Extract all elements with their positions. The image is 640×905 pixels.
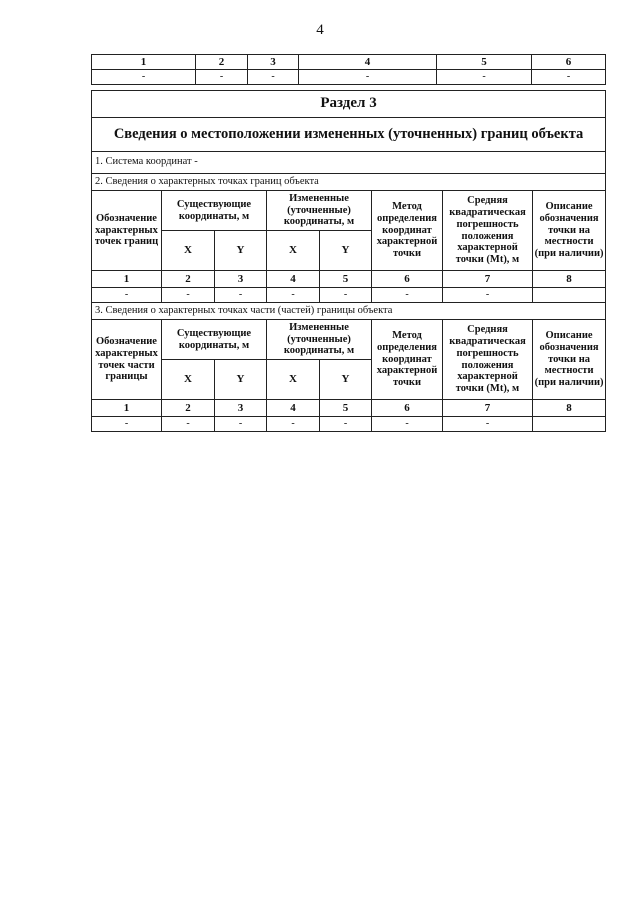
table-cell: -: [299, 70, 437, 85]
col-designation: Обозначение характерных точек границ: [92, 191, 162, 271]
table-cell: -: [162, 417, 215, 432]
table-cell: -: [92, 70, 196, 85]
column-number: 8: [533, 400, 606, 417]
table-cell: -: [248, 70, 299, 85]
table-cell: -: [532, 70, 606, 85]
col-description: Описание обозначения точки на местности (при наличии): [533, 320, 606, 400]
col-method: Метод определения координат характерной точки: [372, 191, 443, 271]
col-x: X: [267, 360, 320, 400]
column-number: 1: [92, 400, 162, 417]
col-changed-coords: Измененные (уточненные) координаты, м: [267, 320, 372, 360]
coordinate-system-row: 1. Система координат -: [92, 152, 606, 174]
boundary-part-points-heading: 3. Сведения о характерных точках части (частей) границы объекта: [92, 303, 606, 320]
table-cell: -: [162, 288, 215, 303]
col-x: X: [162, 231, 215, 271]
table-cell: [533, 417, 606, 432]
column-number: 5: [320, 400, 372, 417]
continuation-table: [91, 54, 606, 85]
col-y: Y: [215, 231, 267, 271]
table-cell: -: [372, 417, 443, 432]
column-number: 2: [162, 271, 215, 288]
header-cell: 1: [92, 55, 196, 70]
header-cell: 2: [196, 55, 248, 70]
col-mean-error: Средняя квадратическая погрешность положения характерной точки (Mt), м: [443, 320, 533, 400]
header-cell: 4: [299, 55, 437, 70]
col-designation: Обозначение характерных точек части границы: [92, 320, 162, 400]
section-subtitle: Сведения о местоположении измененных (уточненных) границ объекта: [92, 118, 606, 152]
table-cell: -: [320, 417, 372, 432]
column-number: 4: [267, 400, 320, 417]
column-number: 7: [443, 271, 533, 288]
column-number: 4: [267, 271, 320, 288]
col-description: Описание обозначения точки на местности (при наличии): [533, 191, 606, 271]
table-cell: -: [267, 288, 320, 303]
col-existing-coords: Существующие координаты, м: [162, 320, 267, 360]
header-cell: 5: [437, 55, 532, 70]
table-cell: -: [267, 417, 320, 432]
table-cell: -: [437, 70, 532, 85]
table-cell: -: [215, 288, 267, 303]
column-number: 5: [320, 271, 372, 288]
section-title: Раздел 3: [92, 91, 606, 118]
table-cell: -: [443, 417, 533, 432]
col-y: Y: [215, 360, 267, 400]
col-existing-coords: Существующие координаты, м: [162, 191, 267, 231]
table-cell: -: [372, 288, 443, 303]
table-cell: -: [215, 417, 267, 432]
table-cell: -: [196, 70, 248, 85]
table-cell: -: [92, 417, 162, 432]
column-number: 3: [215, 400, 267, 417]
col-x: X: [162, 360, 215, 400]
column-number: 6: [372, 400, 443, 417]
section-3-table: [91, 90, 606, 432]
col-method: Метод определения координат характерной точки: [372, 320, 443, 400]
table-cell: -: [443, 288, 533, 303]
boundary-points-heading: 2. Сведения о характерных точках границ объекта: [92, 174, 606, 191]
column-number: 6: [372, 271, 443, 288]
header-cell: 3: [248, 55, 299, 70]
col-y: Y: [320, 360, 372, 400]
col-mean-error: Средняя квадратическая погрешность положения характерной точки (Mt), м: [443, 191, 533, 271]
column-number: 8: [533, 271, 606, 288]
page-number: 4: [316, 22, 324, 38]
column-number: 3: [215, 271, 267, 288]
column-number: 1: [92, 271, 162, 288]
col-x: X: [267, 231, 320, 271]
col-changed-coords: Измененные (уточненные) координаты, м: [267, 191, 372, 231]
header-cell: 6: [532, 55, 606, 70]
table-cell: -: [92, 288, 162, 303]
col-y: Y: [320, 231, 372, 271]
column-number: 7: [443, 400, 533, 417]
table-cell: [533, 288, 606, 303]
table-cell: -: [320, 288, 372, 303]
column-number: 2: [162, 400, 215, 417]
